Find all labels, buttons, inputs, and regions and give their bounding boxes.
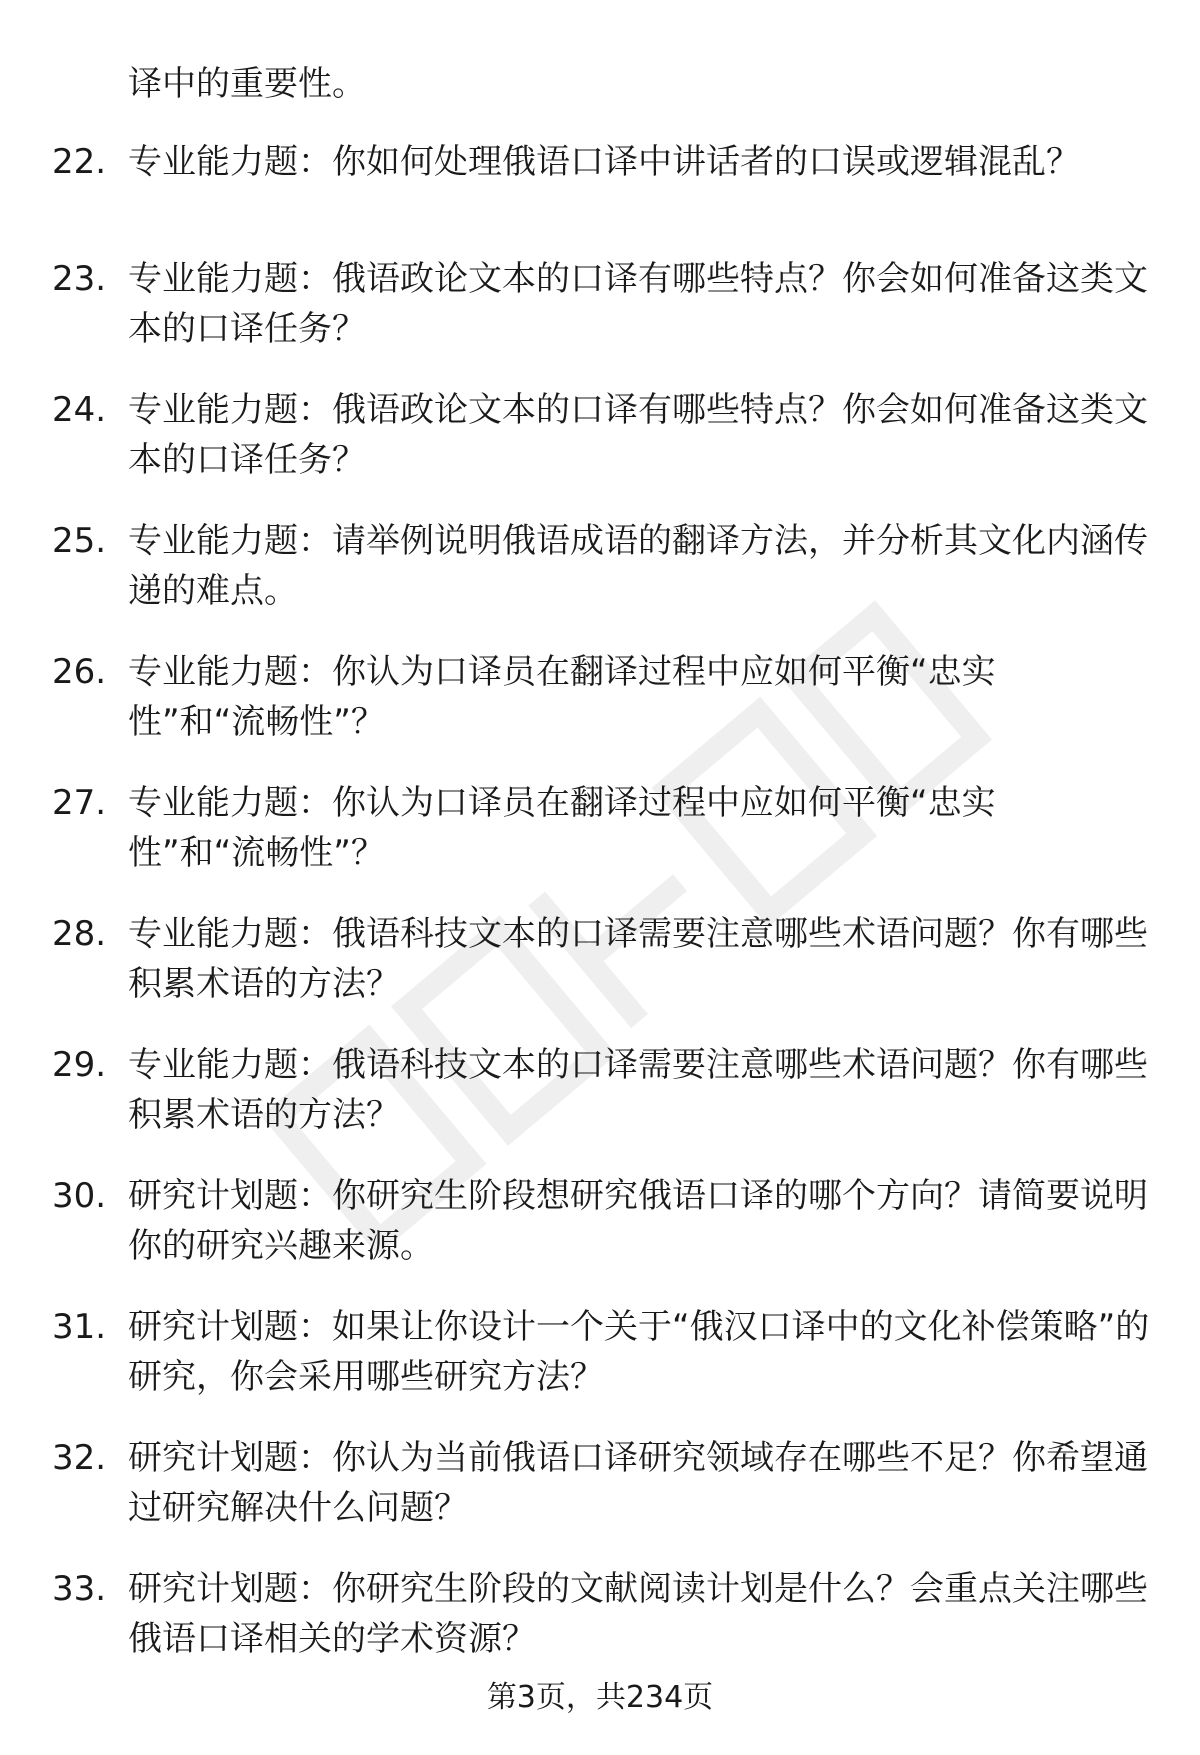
question-text: 专业能力题：俄语政论文本的口译有哪些特点？你会如何准备这类文本的口译任务？ xyxy=(128,390,1148,480)
question-text: 专业能力题：俄语科技文本的口译需要注意哪些术语问题？你有哪些积累术语的方法？ xyxy=(128,914,1148,1004)
question-text: 研究计划题：如果让你设计一个关于“俄汉口译中的文化补偿策略”的研究，你会采用哪些研究方法？ xyxy=(128,1307,1150,1397)
list-item xyxy=(0,385,1200,516)
list-item xyxy=(0,909,1200,1040)
list-item xyxy=(0,647,1200,778)
list-item xyxy=(0,1171,1200,1302)
question-text: 研究计划题：你研究生阶段想研究俄语口译的哪个方向？请简要说明你的研究兴趣来源。 xyxy=(128,1176,1148,1266)
question-number: 24. xyxy=(52,390,107,430)
question-text: 研究计划题：你认为当前俄语口译研究领域存在哪些不足？你希望通过研究解决什么问题？ xyxy=(128,1438,1148,1528)
list-item xyxy=(0,1564,1200,1695)
question-text: 专业能力题：你认为口译员在翻译过程中应如何平衡“忠实性”和“流畅性”？ xyxy=(128,783,996,873)
question-number: 30. xyxy=(52,1176,107,1216)
question-number: 26. xyxy=(52,652,107,692)
question-number: 32. xyxy=(52,1438,107,1478)
question-text: 专业能力题：俄语科技文本的口译需要注意哪些术语问题？你有哪些积累术语的方法？ xyxy=(128,1045,1148,1135)
continuation-text: 译中的重要性。 xyxy=(128,64,366,104)
list-item xyxy=(0,516,1200,647)
question-number: 31. xyxy=(52,1307,107,1347)
question-number: 29. xyxy=(52,1045,107,1085)
question-number: 28. xyxy=(52,914,107,954)
list-item xyxy=(0,1040,1200,1171)
question-text: 专业能力题：俄语政论文本的口译有哪些特点？你会如何准备这类文本的口译任务？ xyxy=(128,259,1148,349)
question-text: 专业能力题：你认为口译员在翻译过程中应如何平衡“忠实性”和“流畅性”？ xyxy=(128,652,996,742)
list-item xyxy=(0,137,1200,254)
list-item xyxy=(0,254,1200,385)
question-number: 25. xyxy=(52,521,107,561)
question-text: 专业能力题：你如何处理俄语口译中讲话者的口误或逻辑混乱？ xyxy=(128,142,1080,182)
question-text: 专业能力题：请举例说明俄语成语的翻译方法，并分析其文化内涵传递的难点。 xyxy=(128,521,1148,611)
list-item xyxy=(0,1433,1200,1564)
question-text: 研究计划题：你研究生阶段的文献阅读计划是什么？会重点关注哪些俄语口译相关的学术资源？ xyxy=(128,1569,1148,1659)
list-item xyxy=(0,1302,1200,1433)
question-number: 33. xyxy=(52,1569,107,1609)
question-number: 27. xyxy=(52,783,107,823)
question-list xyxy=(0,137,1200,1695)
question-number: 23. xyxy=(52,259,107,299)
question-number: 22. xyxy=(52,142,107,182)
page-footer: 第3页，共234页 xyxy=(486,1680,714,1715)
list-item xyxy=(0,778,1200,909)
